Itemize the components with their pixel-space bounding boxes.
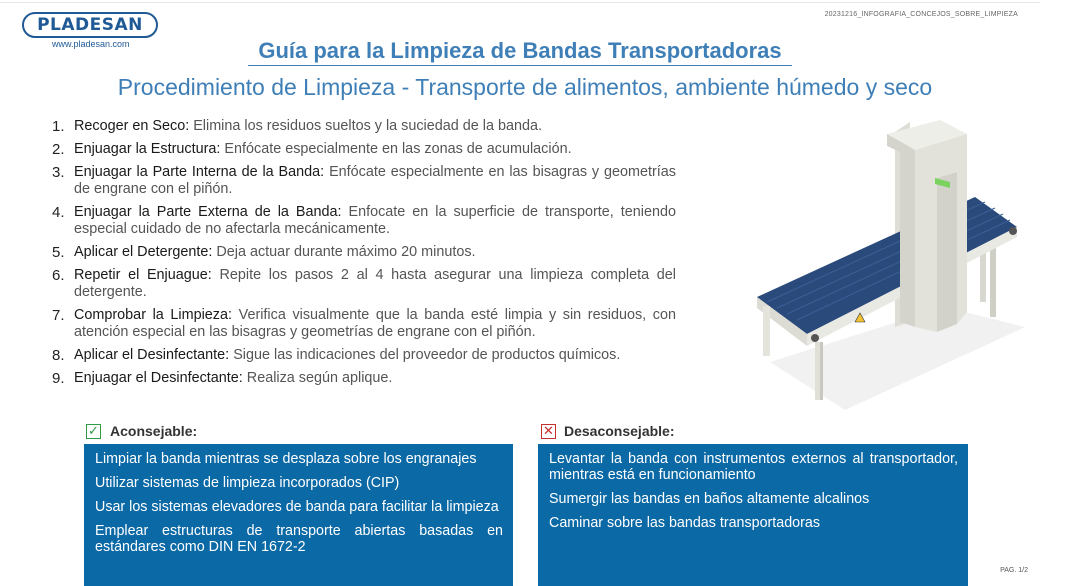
step-text xyxy=(74,244,676,261)
step-item xyxy=(52,267,676,301)
step-text xyxy=(74,118,676,135)
step-number: 9. xyxy=(52,370,65,387)
step-item xyxy=(52,347,676,364)
advisable-item: Limpiar la banda mientras se desplaza sobre los engranajes xyxy=(95,451,477,467)
not-advisable-item: Caminar sobre las bandas transportadoras xyxy=(549,515,820,531)
website-link[interactable]: www.pladesan.com xyxy=(52,39,130,49)
page-title: Guía para la Limpieza de Bandas Transportadoras xyxy=(248,38,791,66)
step-description: Elimina los residuos sueltos y la suciedad de la banda. xyxy=(193,118,542,134)
step-number: 8. xyxy=(52,347,65,364)
step-text xyxy=(74,347,676,364)
step-number: 7. xyxy=(52,307,65,324)
step-description: Enfócate especialmente en las bisagras y geometrías de engrane con el piñón. xyxy=(74,164,677,197)
step-text xyxy=(74,370,676,387)
advisable-label: Aconsejable: xyxy=(110,423,198,439)
document-reference: 20231216_INFOGRAFIA_CONCEJOS_SOBRE_LIMPIEZA xyxy=(824,11,1018,18)
advisable-item: Emplear estructuras de transporte abiertas basadas en estándares como DIN EN 1672-2 xyxy=(95,523,503,555)
step-description: Verifica visualmente que la banda esté limpia y sin residuos, con atención especial en las bisagras y geometrías de engrane con el piñón. xyxy=(74,307,676,340)
advisable-box xyxy=(84,444,513,586)
top-rule xyxy=(0,2,1040,3)
step-title: Enjuagar la Estructura: xyxy=(74,141,221,157)
step-description: Enfócate especialmente en las zonas de acumulación. xyxy=(224,141,572,157)
not-advisable-box xyxy=(538,444,968,586)
page-title-wrap xyxy=(0,38,1040,66)
step-title: Enjuagar la Parte Externa de la Banda: xyxy=(74,204,342,220)
cleaning-steps-list xyxy=(52,118,676,393)
conveyor-belt-illustration xyxy=(745,112,1030,412)
step-number: 6. xyxy=(52,267,65,284)
step-item xyxy=(52,204,676,238)
page-number: PAG. 1/2 xyxy=(1000,567,1028,574)
step-description: Repite los pasos 2 al 4 hasta asegurar una limpieza completa del detergente. xyxy=(74,267,676,300)
step-description: Sigue las indicaciones del proveedor de productos químicos. xyxy=(233,347,621,363)
step-description: Enfocate en la superficie de transporte, teniendo especial cuidado de no afectarla mecánicamente. xyxy=(74,204,677,237)
step-item xyxy=(52,370,676,387)
not-advisable-item: Sumergir las bandas en baños altamente alcalinos xyxy=(549,491,870,507)
advisable-item: Usar los sistemas elevadores de banda para facilitar la limpieza xyxy=(95,499,499,515)
not-advisable-label: Desaconsejable: xyxy=(564,423,675,439)
advisable-header xyxy=(86,423,197,439)
step-title: Enjuagar el Desinfectante: xyxy=(74,370,243,386)
step-item xyxy=(52,141,676,158)
logo-text: PLADESAN xyxy=(37,15,143,35)
step-description: Realiza según aplique. xyxy=(246,370,393,386)
cross-icon: ✕ xyxy=(541,424,556,439)
check-icon: ✓ xyxy=(86,424,101,439)
step-item xyxy=(52,164,676,198)
step-title: Repetir el Enjuague: xyxy=(74,267,212,283)
step-text xyxy=(74,164,676,198)
step-text xyxy=(74,141,676,158)
step-title: Aplicar el Detergente: xyxy=(74,244,213,260)
step-title: Enjuagar la Parte Interna de la Banda: xyxy=(74,164,325,180)
step-title: Recoger en Seco: xyxy=(74,118,190,134)
step-description: Deja actuar durante máximo 20 minutos. xyxy=(216,244,476,260)
not-advisable-header xyxy=(541,423,675,439)
step-text xyxy=(74,307,676,341)
step-item xyxy=(52,244,676,261)
step-title: Comprobar la Limpieza: xyxy=(74,307,233,323)
step-title: Aplicar el Desinfectante: xyxy=(74,347,230,363)
pladesan-logo xyxy=(22,12,158,38)
step-number: 1. xyxy=(52,118,65,135)
step-item xyxy=(52,118,676,135)
step-text xyxy=(74,267,676,301)
step-number: 2. xyxy=(52,141,65,158)
advisable-item: Utilizar sistemas de limpieza incorporados (CIP) xyxy=(95,475,400,491)
step-number: 3. xyxy=(52,164,65,181)
step-number: 4. xyxy=(52,204,65,221)
step-text xyxy=(74,204,676,238)
page-subtitle: Procedimiento de Limpieza - Transporte de alimentos, ambiente húmedo y seco xyxy=(117,74,933,100)
not-advisable-item: Levantar la banda con instrumentos externos al transportador, mientras está en funcionamiento xyxy=(549,451,958,483)
step-number: 5. xyxy=(52,244,65,261)
step-item xyxy=(52,307,676,341)
